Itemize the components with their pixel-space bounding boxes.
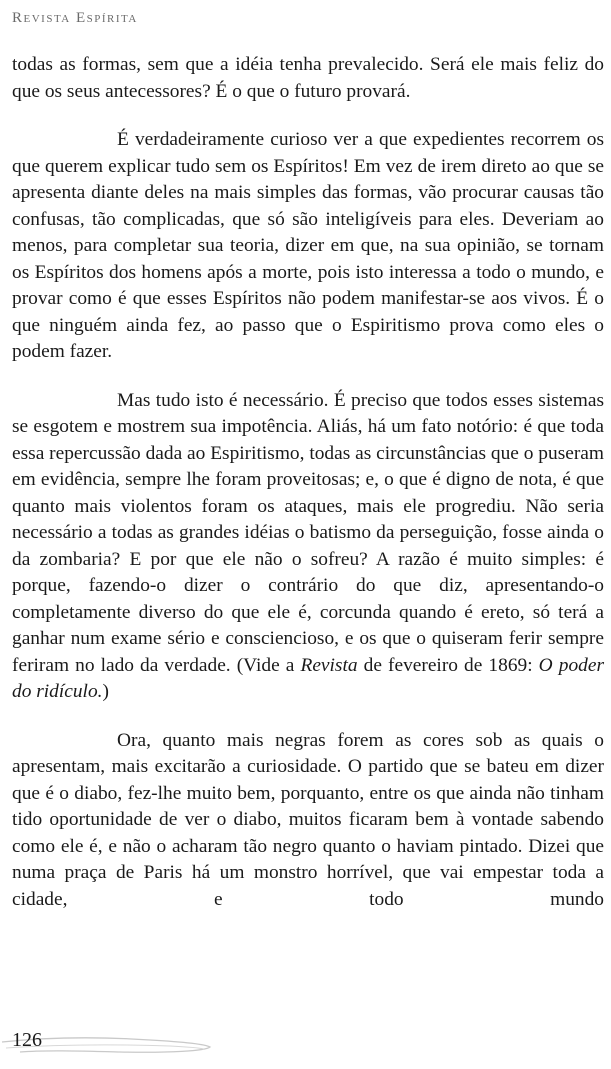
italic-reference: Revista (300, 654, 358, 676)
italic-reference: O poder do ridículo. (12, 654, 604, 702)
paragraph-continuation: todas as formas, sem que a idéia tenha prevalecido. Será ele mais feliz do que os seus antecessores? É o que o futuro provará. (12, 54, 604, 102)
paragraph-text: Mas tudo isto é necessário. É preciso que todos esses sistemas se esgotem e mostrem sua impotência. Aliás, há um fato notório: é que toda essa repercussão dada ao Espiritismo, todas as circunstâncias que o puseram em evidência, sempre lhe foram proveitosas; e, o que é digno de nota, é que quanto mais violentos foram os ataques, mais ele progrediu. Não seria necessário a todas as grandes idéias o batismo da perseguição, fosse ainda o da zombaria? E por que ele não o sofreu? A razão é muito simples: é porque, fazendo-o dizer o contrário do que diz, apresentando-o completamente diverso do que ele é, corcunda quando é ereto, só terá a ganhar num exame sério e consciencioso, e os que o quiseram ferir sempre feriram no lado da verdade. (Vide a (12, 389, 604, 676)
paragraph: É verdadeiramente curioso ver a que expedientes recorrem os que querem explicar tudo sem os Espíritos! Em vez de irem direto ao que se apresenta diante deles na mais simples das formas, vão procurar causas tão confusas, tão complicadas, que só são inteligíveis para eles. Deveriam ao menos, para completar sua teoria, dizer em que, na sua opinião, se tornam os Espíritos dos homens após a morte, pois isto interessa a todo o mundo, e provar como é que esses Espíritos não podem manifestar-se aos vivos. É o que ninguém ainda fez, ao passo que o Espiritismo prova como eles o podem fazer. (12, 129, 604, 362)
body-text (12, 52, 604, 935)
paragraph: Ora, quanto mais negras forem as cores sob as quais o apresentam, mais excitarão a curiosidade. O partido que se bateu em dizer que é o diabo, fez-lhe muito bem, porquanto, entre os que ainda não tinham tido oportunidade de ver o diabo, muitos ficaram bem à vontade sabendo como ele é, e não o acharam tão negro quanto o haviam pintado. Dizei que numa praça de Paris há um monstro horrível, que vai empestar toda a cidade, e todo mundo (12, 729, 604, 910)
paragraph-text: de fevereiro de 1869: (357, 654, 539, 676)
paragraph-text: ) (102, 681, 109, 702)
running-header: Revista Espírita (12, 10, 138, 26)
paragraph (12, 388, 604, 706)
page-number: 126 (12, 1029, 42, 1051)
